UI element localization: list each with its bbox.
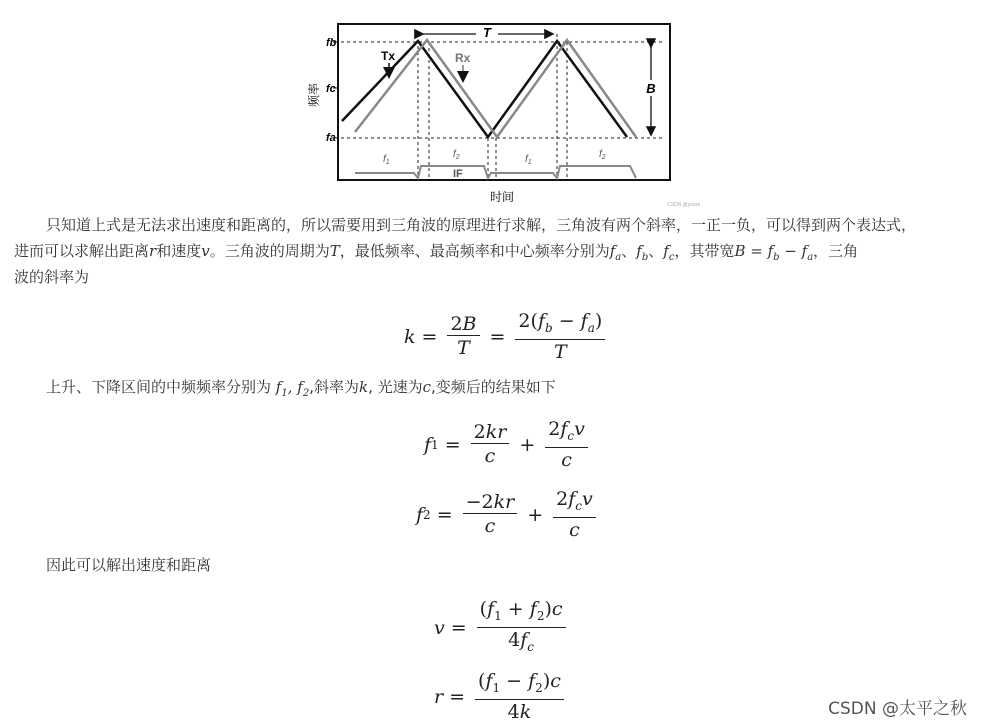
p1-line1-text: 只知道上式是无法求出速度和距离的，所以需要用到三角波的原理进行求解，三角波有两个斜率，一正一负，可以得到两个表达式， — [46, 216, 917, 234]
formula-range: r = $\frac{(f_1 - f_2)c}{4k}$ — [434, 670, 568, 724]
bandwidth-label: B — [646, 81, 656, 96]
paragraph-1-line-3: 波的斜率为 — [14, 268, 90, 286]
fb-inline: $f_b$ — [636, 242, 649, 263]
paragraph-1-line-2: 进而可以求解出距离r和速度v。三角波的周期为T，最低频率、最高频率和中心频率分别为$f_a$、$f_b$、$f_c$，其带宽$B = f_b - f_a$，三角 — [14, 242, 859, 263]
paragraph-3: 因此可以解出速度和距离 — [46, 556, 212, 574]
fb-label: fb — [326, 37, 337, 49]
x-axis-title: 时间 — [490, 190, 515, 204]
bandwidth-inline: $B = f_b - f_a$ — [734, 242, 814, 263]
diagram-frame — [338, 24, 670, 180]
triangle-wave-diagram — [0, 0, 981, 210]
if-f1-label-b: $f_1$ — [525, 154, 532, 166]
rx-label: Rx — [455, 51, 471, 65]
paragraph-2: 上升、下降区间的中频频率分别为 $f_1$, $f_2$,斜率为k, 光速为c,变频后的结果如下 — [46, 378, 556, 399]
formula-f2: f 2 = $\frac{-2kr}{c}$ + $\frac{2f_cv}{c}$ — [416, 488, 600, 542]
csdn-watermark: CSDN @太平之秋 — [828, 699, 967, 719]
if-f1-label-a: $f_1$ — [383, 154, 390, 166]
if-f2-label-a: $f_2$ — [453, 149, 460, 161]
paragraph-1-line-1 — [46, 212, 976, 238]
fc-label: fc — [326, 83, 336, 95]
period-label: T — [483, 25, 491, 40]
tiny-credit: CSDN @yxxxx — [667, 202, 701, 208]
formula-slope: k = $\frac{2B}{T}$ = $\frac{2(f_b - f_a)}{T}$ — [404, 310, 609, 364]
fa-label: fa — [326, 132, 336, 144]
tx-label: Tx — [381, 49, 396, 63]
y-axis-title: 频率 — [307, 82, 321, 107]
formula-velocity: v = $\frac{(f_1 + f_2)c}{4f_c}$ — [434, 598, 570, 659]
fa-inline: $f_a$ — [609, 242, 622, 263]
if-label: IF — [453, 168, 463, 180]
if-f2-label-b: $f_2$ — [599, 149, 606, 161]
formula-f1: f 1 = $\frac{2kr}{c}$ + $\frac{2f_cv}{c}$ — [424, 418, 592, 472]
fc-inline: $f_c$ — [663, 242, 675, 263]
